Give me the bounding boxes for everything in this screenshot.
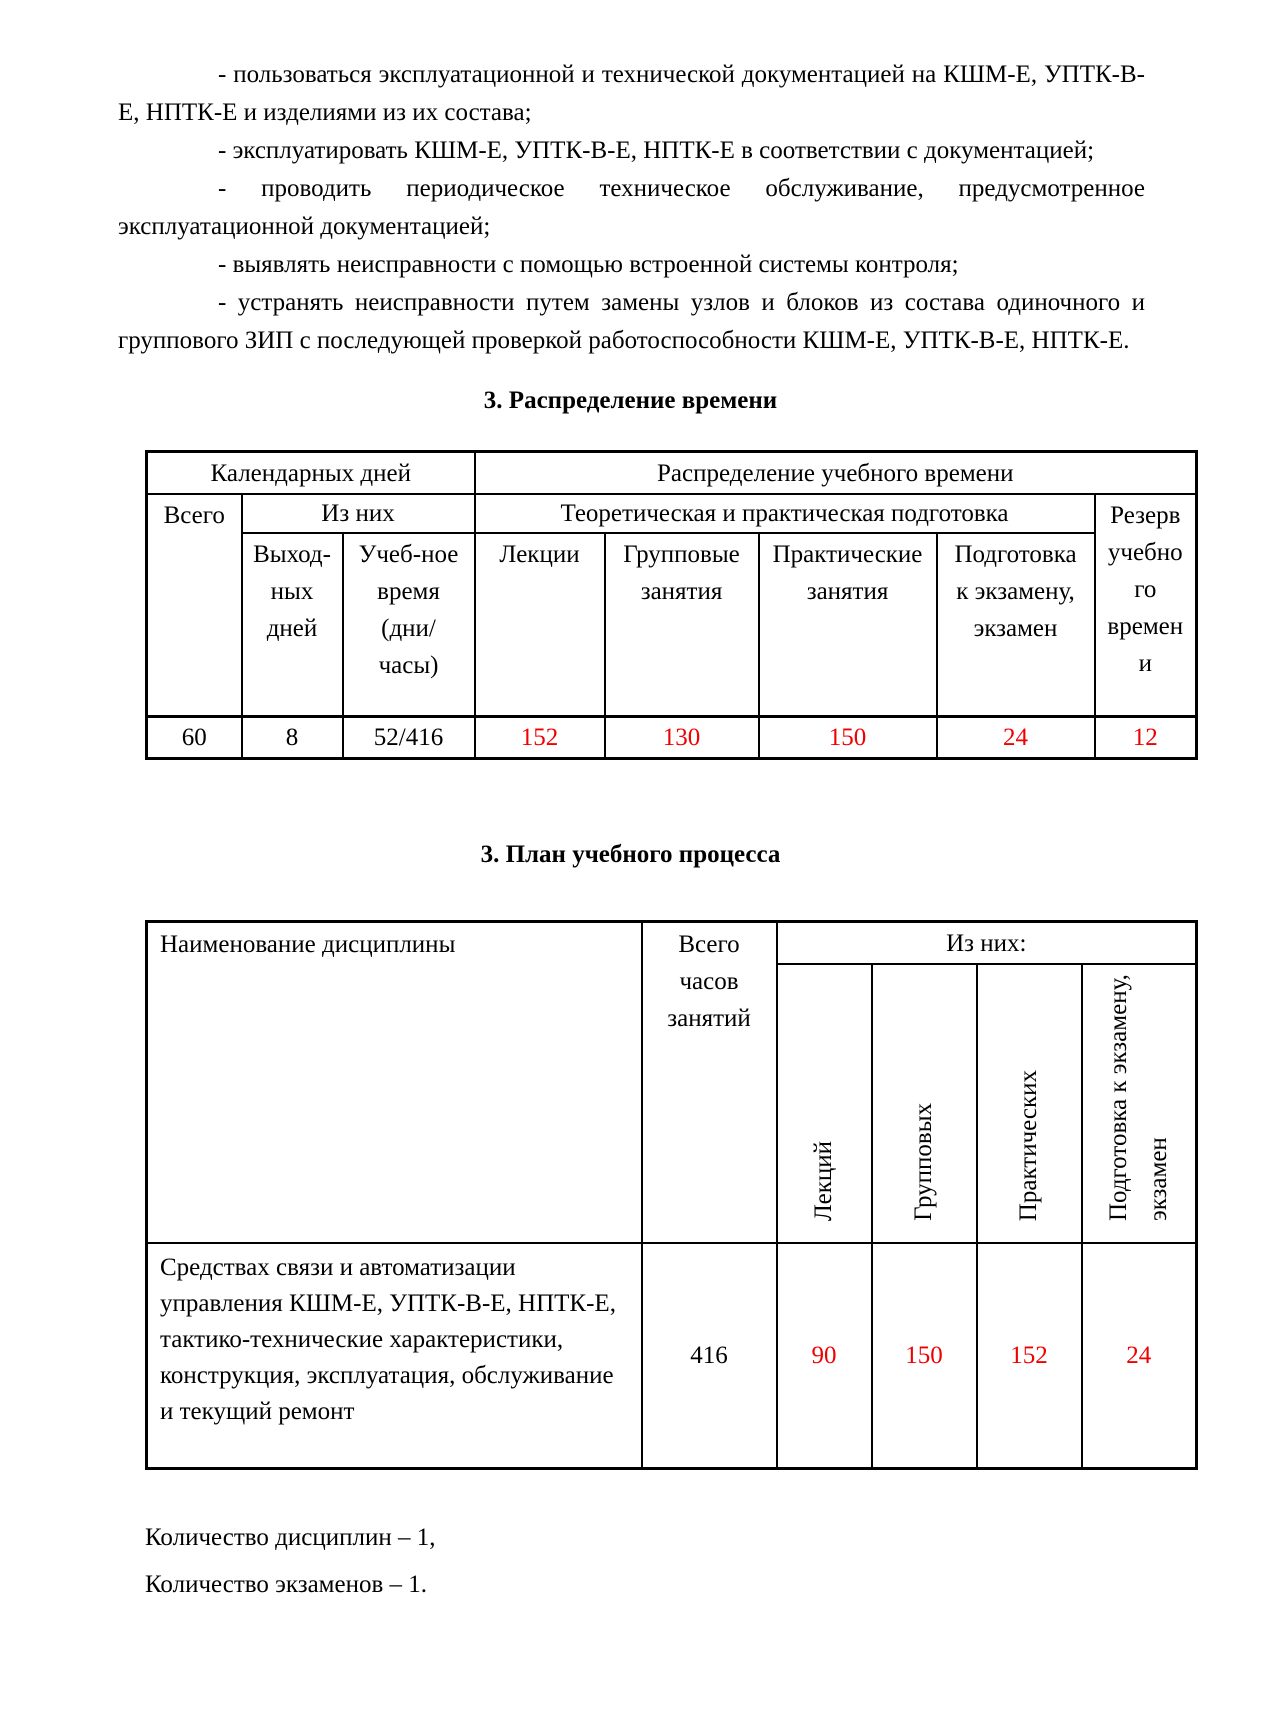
cell-reserve: Резерв учебного времени — [1095, 494, 1197, 717]
summary-block — [145, 1514, 1261, 1608]
cell-practical-classes: Практические занятия — [759, 533, 937, 717]
table-row — [147, 922, 1197, 965]
cell-of-them: Из них: — [777, 922, 1197, 965]
cell-of-them: Из них — [242, 494, 475, 533]
value-practical: 152 — [977, 1243, 1082, 1469]
cell-study-time-distribution: Распределение учебного времени — [475, 452, 1197, 495]
cell-calendar-days: Календарных дней — [147, 452, 475, 495]
table-row — [147, 494, 1197, 533]
cell-lectures-rotated — [777, 964, 872, 1243]
cell-total: Всего — [147, 494, 242, 717]
summary-line-disciplines: Количество дисциплин – 1, — [145, 1524, 436, 1551]
rotated-label: Групповых — [910, 1103, 937, 1221]
cell-exam-prep-rotated — [1082, 964, 1197, 1243]
cell-weekend-days: Выход-ных дней — [242, 533, 343, 717]
cell-group-classes: Групповые занятия — [605, 533, 759, 717]
bullet-paragraph: - проводить периодическое техническое обслуживание, предусмотренное эксплуатационной документацией; — [118, 175, 1145, 240]
value-weekend-days: 8 — [242, 717, 343, 759]
value-total-days: 60 — [147, 717, 242, 759]
value-study-time: 52/416 — [343, 717, 475, 759]
value-lectures: 152 — [475, 717, 605, 759]
cell-discipline-name: Наименование дисциплины — [147, 922, 642, 1244]
cell-group-rotated — [872, 964, 977, 1243]
time-distribution-table — [145, 450, 1198, 760]
value-discipline: Средствах связи и автоматизации управления КШМ-Е, УПТК-В-Е, НПТК-Е, тактико-технические характеристики, конструкция, эксплуатация, обслуживание и текущий ремонт — [147, 1243, 642, 1469]
cell-total-hours: Всего часов занятий — [642, 922, 777, 1244]
bullet-paragraph: - эксплуатировать КШМ-Е, УПТК-В-Е, НПТК-Е в соответствии с документацией; — [218, 137, 1095, 164]
value-group: 150 — [872, 1243, 977, 1469]
bullet-paragraph: - выявлять неисправности с помощью встроенной системы контроля; — [218, 251, 959, 278]
table-row — [147, 452, 1197, 495]
cell-exam-prep: Подготовка к экзамену, экзамен — [937, 533, 1095, 717]
value-group-classes: 130 — [605, 717, 759, 759]
section-heading-time-distribution: 3. Распределение времени — [483, 387, 778, 414]
value-exam-prep: 24 — [1082, 1243, 1197, 1469]
curriculum-table — [145, 920, 1198, 1470]
table-data-row — [147, 717, 1197, 759]
table-data-row — [147, 1243, 1197, 1469]
rotated-label: Подготовка к экзамену, экзамен — [1104, 974, 1172, 1221]
intro-text-block — [118, 56, 1145, 360]
value-lectures: 90 — [777, 1243, 872, 1469]
bullet-paragraph: - пользоваться эксплуатационной и технической документацией на КШМ-Е, УПТК-В-Е, НПТК-Е и изделиями из их состава; — [118, 61, 1145, 126]
value-reserve: 12 — [1095, 717, 1197, 759]
table-row — [147, 533, 1197, 717]
cell-practical-rotated — [977, 964, 1082, 1243]
value-exam-prep: 24 — [937, 717, 1095, 759]
rotated-label: Практических — [1015, 1069, 1042, 1221]
cell-theory-practice: Теоретическая и практическая подготовка — [475, 494, 1095, 533]
value-total-hours: 416 — [642, 1243, 777, 1469]
rotated-label: Лекций — [810, 1140, 837, 1221]
cell-study-time: Учеб-ное время (дни/часы) — [343, 533, 475, 717]
value-practical-classes: 150 — [759, 717, 937, 759]
cell-lectures: Лекции — [475, 533, 605, 717]
summary-line-exams: Количество экзаменов – 1. — [145, 1571, 428, 1598]
bullet-paragraph: - устранять неисправности путем замены узлов и блоков из состава одиночного и группового ЗИП с последующей проверкой работоспособности КШМ-Е, УПТК-В-Е, НПТК-Е. — [118, 289, 1145, 354]
section-heading-study-plan: 3. План учебного процесса — [480, 841, 781, 868]
